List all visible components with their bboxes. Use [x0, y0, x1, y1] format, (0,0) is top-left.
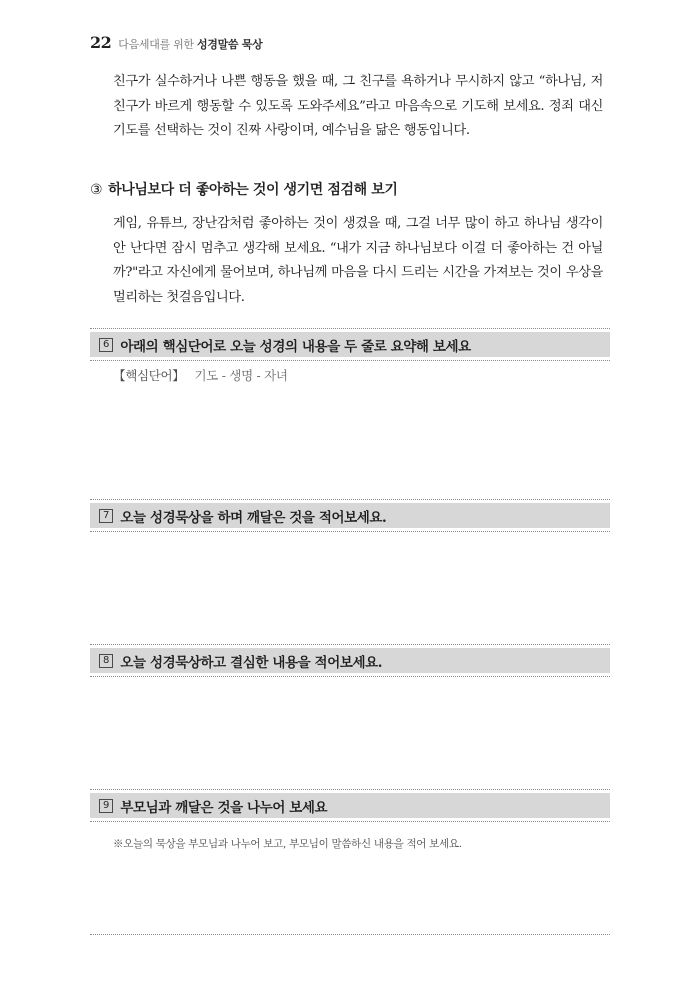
question-bar-9: [90, 793, 610, 818]
paragraph-2: 게임, 유튜브, 장난감처럼 좋아하는 것이 생겼을 때, 그걸 너무 많이 하고 하나님 생각이 안 난다면 잠시 멈추고 생각해 보세요. “내가 지금 하나님보다 이걸 더 좋아하는 건 아닐까?"라고 자신에게 물어보며, 하나님께 마음을 다시 드리는 시간을 가져보는 것이 우상을 멀리하는 첫걸음입니다.: [113, 216, 603, 305]
header-title: [118, 36, 262, 52]
question-block-9: [90, 789, 610, 822]
question-text-6: 아래의 핵심단어로 오늘 성경의 내용을 두 줄로 요약해 보세요: [120, 338, 471, 355]
question-block-7: [90, 499, 610, 532]
question-number-9: 9: [99, 799, 113, 813]
answer-area-6[interactable]: [90, 392, 610, 492]
bottom-divider-dotted: [90, 934, 610, 935]
page-number: 22: [90, 33, 112, 52]
answer-area-7[interactable]: [90, 537, 610, 637]
section-heading-text: 하나님보다 더 좋아하는 것이 생기면 점검해 보기: [108, 182, 398, 198]
section-number: ③: [90, 182, 103, 198]
divider-dotted: [90, 499, 610, 500]
question-bar-7: [90, 503, 610, 528]
question-number-7: 7: [99, 509, 113, 523]
answer-area-8[interactable]: [90, 682, 610, 782]
divider-dotted: [90, 360, 610, 361]
answer-area-9[interactable]: [90, 856, 610, 926]
section-heading-3: [90, 179, 610, 199]
keyword-line: [113, 366, 288, 384]
page-header: [90, 33, 262, 52]
divider-dotted: [90, 531, 610, 532]
divider-dotted: [90, 789, 610, 790]
divider-dotted: [90, 328, 610, 329]
question-number-8: 8: [99, 654, 113, 668]
question-bar-6: [90, 332, 610, 357]
header-title-light: 다음세대를 위한: [118, 38, 197, 51]
paragraph-1: 친구가 실수하거나 나쁜 행동을 했을 때, 그 친구를 욕하거나 무시하지 않고 “하나님, 저 친구가 바르게 행동할 수 있도록 도와주세요”라고 마음속으로 기도해 보세요. 정죄 대신 기도를 선택하는 것이 진짜 사랑이며, 예수님을 닮은 행동입니다.: [113, 74, 603, 138]
divider-dotted: [90, 821, 610, 822]
question-bar-8: [90, 648, 610, 673]
keyword-label: 【핵심단어】: [113, 368, 185, 383]
question-block-8: [90, 644, 610, 677]
question-text-7: 오늘 성경묵상을 하며 깨달은 것을 적어보세요.: [120, 509, 387, 526]
question-text-8: 오늘 성경묵상하고 결심한 내용을 적어보세요.: [120, 654, 383, 671]
keyword-items: 기도 - 생명 - 자녀: [194, 368, 288, 383]
header-title-bold: 성경말씀 묵상: [196, 38, 263, 51]
question-note-9: ※오늘의 묵상을 부모님과 나누어 보고, 부모님이 말씀하신 내용을 적어 보세요.: [113, 838, 462, 850]
divider-dotted: [90, 676, 610, 677]
question-text-9: 부모님과 깨달은 것을 나누어 보세요: [120, 799, 328, 816]
question-number-6: 6: [99, 338, 113, 352]
divider-dotted: [90, 644, 610, 645]
question-block-6: [90, 328, 610, 361]
